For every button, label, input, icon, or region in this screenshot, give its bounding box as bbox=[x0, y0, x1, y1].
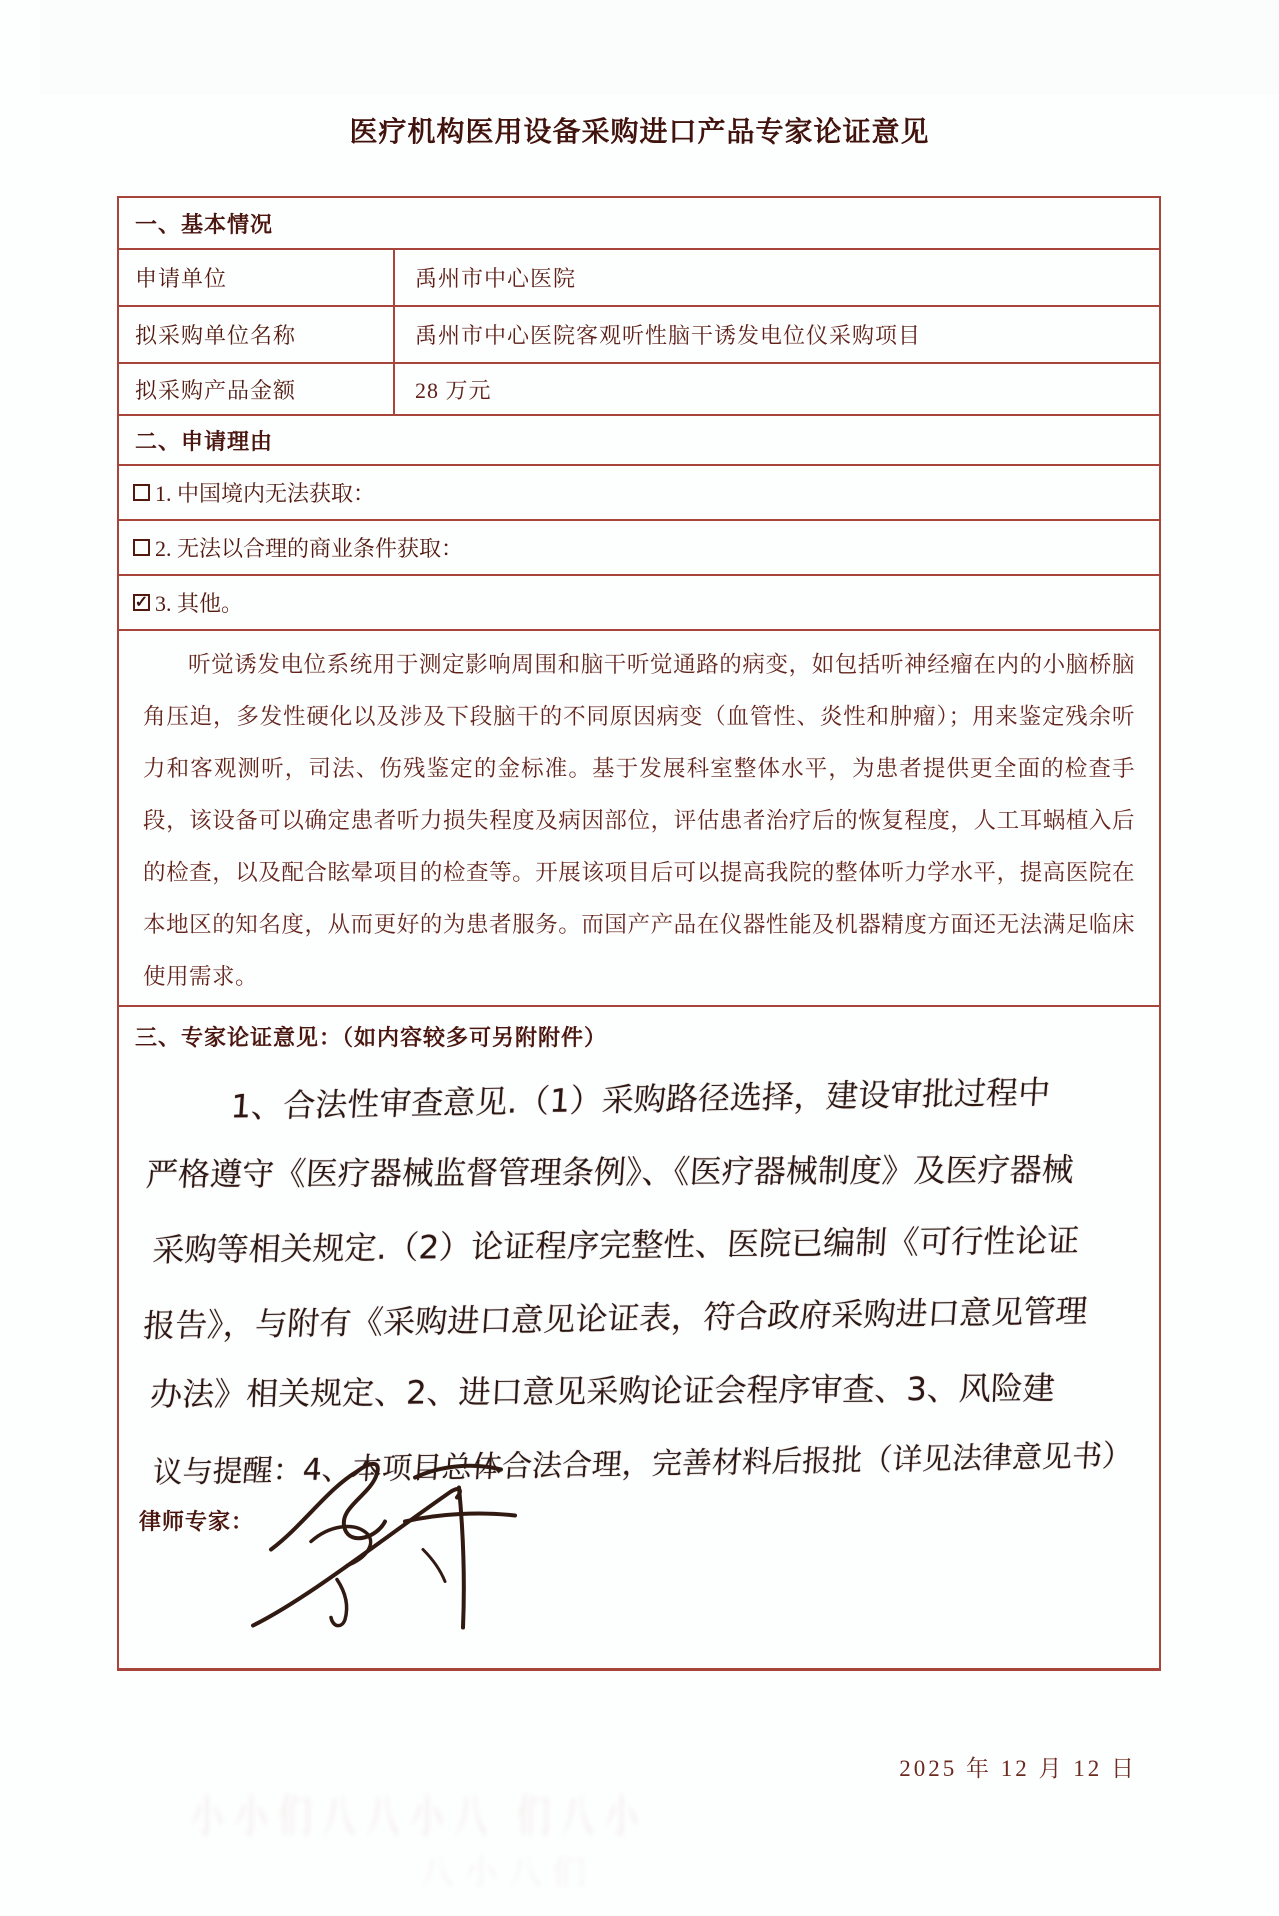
field-label-project-name: 拟采购单位名称 bbox=[119, 307, 395, 362]
checkbox-unchecked-icon bbox=[133, 539, 150, 556]
scan-tint-strip bbox=[40, 0, 1279, 95]
handwritten-line: 议与提醒：4、本项目总体合法合理，完善材料后报批（详见法律意见书） bbox=[151, 1438, 1134, 1491]
field-label-amount: 拟采购产品金额 bbox=[119, 364, 395, 414]
handwritten-line: 采购等相关规定.（2）论证程序完整性、医院已编制《可行性论证 bbox=[151, 1221, 1081, 1270]
reason-option-label: 1. 中国境内无法获取： bbox=[155, 481, 376, 506]
reason-option-label: 3. 其他。 bbox=[155, 591, 244, 616]
handwritten-line: 1、合法性审查意见.（1）采购路径选择，建设审批过程中 bbox=[229, 1073, 1052, 1126]
handwritten-line: 严格遵守《医疗器械监督管理条例》、《医疗器械制度》及医疗器械 bbox=[144, 1150, 1075, 1194]
handwritten-line: 报告》，与附有《采购进口意见论证表，符合政府采购进口意见管理 bbox=[141, 1292, 1089, 1345]
reason-option-1 bbox=[119, 464, 1159, 519]
reason-paragraph: 听觉诱发电位系统用于测定影响周围和脑干听觉通路的病变，如包括听神经瘤在内的小脑桥脑角压迫，多发性硬化以及涉及下段脑干的不同原因病变（血管性、炎性和肿瘤）；用来鉴定残余听力和客观测听，司法、伤残鉴定的金标准。基于发展科室整体水平，为患者提供更全面的检查手段，该设备可以确定患者听力损失程度及病因部位，评估患者治疗后的恢复程度，人工耳蜗植入后的检查，以及配合眩晕项目的检查等。开展该项目后可以提高我院的整体听力学水平，提高医院在本地区的知名度，从而更好的为患者服务。而国产产品在仪器性能及机器精度方面还无法满足临床使用需求。 bbox=[119, 629, 1159, 1005]
bleed-through-artifact: 八小八们 bbox=[420, 1855, 596, 1892]
reason-option-label: 2. 无法以合理的商业条件获取： bbox=[155, 536, 464, 561]
table-row bbox=[119, 305, 1159, 362]
field-value-project-name: 禹州市中心医院客观听性脑干诱发电位仪采购项目 bbox=[415, 323, 922, 348]
form-table bbox=[117, 196, 1161, 1671]
lawyer-expert-label: 律师专家： bbox=[139, 1509, 255, 1534]
reason-option-2 bbox=[119, 519, 1159, 574]
page-title: 医疗机构医用设备采购进口产品专家论证意见 bbox=[349, 117, 930, 148]
field-value-amount: 28 万元 bbox=[415, 377, 492, 403]
section3-header: 三、专家论证意见：（如内容较多可另附附件） bbox=[135, 1025, 608, 1050]
reason-option-3 bbox=[119, 574, 1159, 629]
document-date: 2025 年 12 月 12 日 bbox=[899, 1756, 1137, 1781]
checkbox-unchecked-icon bbox=[133, 484, 150, 501]
field-value-applicant: 禹州市中心医院 bbox=[415, 266, 577, 291]
section1-header: 一、基本情况 bbox=[135, 211, 274, 237]
checkbox-checked-icon bbox=[133, 594, 150, 611]
section2-header: 二、申请理由 bbox=[119, 414, 1159, 464]
field-label-applicant: 申请单位 bbox=[119, 250, 395, 305]
section3-row bbox=[119, 1005, 1159, 1668]
checkbox-mark: ✓ bbox=[134, 593, 149, 611]
signature bbox=[219, 1427, 549, 1662]
table-row bbox=[119, 248, 1159, 305]
table-row bbox=[119, 362, 1159, 414]
bleed-through-artifact: 小小们八八小八 们八小 bbox=[190, 1793, 649, 1842]
handwritten-line: 办法》相关规定、2、进口意见采购论证会程序审查、3、风险建 bbox=[149, 1369, 1056, 1414]
